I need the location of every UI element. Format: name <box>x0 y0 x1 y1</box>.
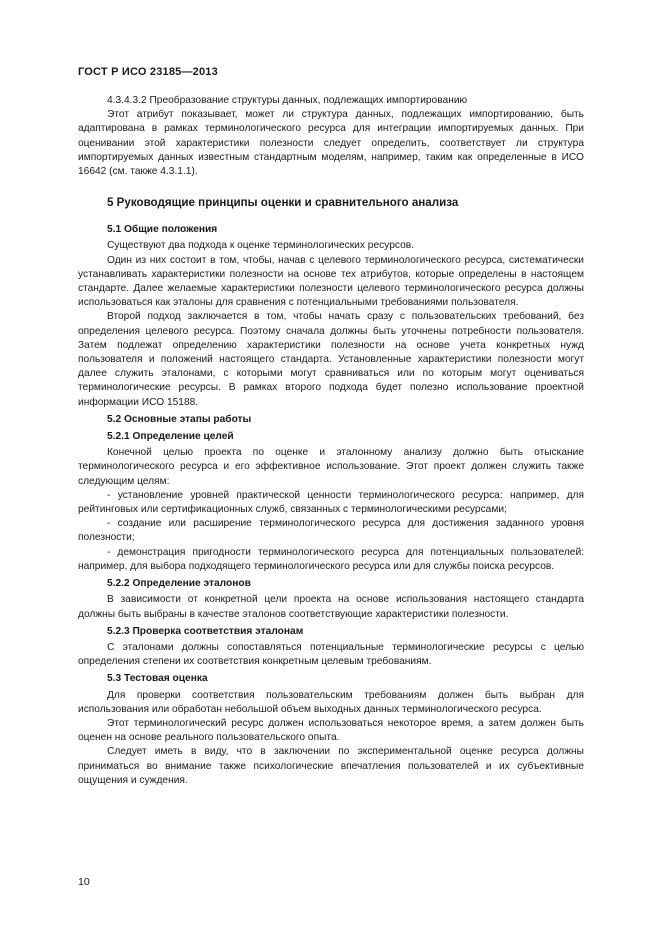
paragraph: Следует иметь в виду, что в заключении по экспериментальной оценке ресурса должны приниматься во внимание также психологические впечатления пользователей и их субъективные ощущения и суждения. <box>78 746 584 786</box>
heading-5-2-3: 5.2.3 Проверка соответствия эталонам <box>107 625 304 637</box>
clause-heading-4-3-4-3-2: 4.3.4.3.2 Преобразование структуры данных, подлежащих импортированию <box>107 95 468 106</box>
paragraph: С эталонами должны сопоставляться потенциальные терминологические ресурсы с целью определения степени их соответствия конкретным целевым требованиям. <box>78 641 584 668</box>
heading-5-2-1: 5.2.1 Определение целей <box>107 431 234 443</box>
page-number: 10 <box>78 876 90 888</box>
heading-5-3: 5.3 Тестовая оценка <box>107 673 208 685</box>
list-item: - демонстрация пригодности терминологического ресурса для потенциальных пользователей: например, для выбора подходящего терминологического ресурса или для службы поиска ресурсов. <box>78 546 584 572</box>
document-body <box>78 94 584 788</box>
section-5-title: 5 Руководящие принципы оценки и сравнительного анализа <box>107 196 459 210</box>
heading-5-2: 5.2 Основные этапы работы <box>107 413 252 425</box>
list-item: - установление уровней практической ценности терминологического ресурса: например, для рейтинговых или сертификационных служб, связанных с терминологическими ресурсами; <box>78 489 584 516</box>
paragraph: Для проверки соответствия пользовательским требованиям должен быть выбран для использования или обработан небольшой объем выходных данных терминологического ресурса. <box>78 689 584 715</box>
paragraph: Один из них состоит в том, чтобы, начав с целевого терминологического ресурса, систематически устанавливать характеристики полезности на основе тех атрибутов, которые определены в настоящем стандарте. Далее желаемые характеристики полезности целевого терминологического ресурса должны использоваться как эталоны для сравнения с потенциальными требованиями пользователя. <box>78 254 584 309</box>
paragraph: Второй подход заключается в том, чтобы начать сразу с пользовательских требований, без определения целевого ресурса. Поэтому сначала должны быть уточнены потребности пользователя. Затем подлежат определению характеристики полезности на основе учета конкретных нужд пользователя и положений настоящего стандарта. Установленные характеристики полезности могут далее служить эталонами, с которыми могут сравниваться или по которым могут оцениваться терминологические ресурсы. В рамках второго подхода будет полезно использование проектной информации ИСО 15188. <box>78 311 584 408</box>
paragraph: Этот терминологический ресурс должен использоваться некоторое время, а затем должен быть оценен на основе реального пользовательского опыта. <box>78 717 584 744</box>
paragraph: Существуют два подхода к оценке терминологических ресурсов. <box>107 240 414 252</box>
heading-5-2-2: 5.2.2 Определение эталонов <box>107 578 251 590</box>
heading-5-1: 5.1 Общие положения <box>107 224 218 236</box>
paragraph: Этот атрибут показывает, может ли структура данных, подлежащих импортированию, быть адаптирована в рамках терминологического ресурса для интеграции импортируемых данных. При оценивании этой характеристики полезности следует определить, соответствует ли структура импортируемых данных известным стандартным моделям, например, таким как определенные в ИСО 16642 (см. также 4.3.1.1). <box>78 109 584 178</box>
paragraph: В зависимости от конкретной цели проекта на основе использования настоящего стандарта должны быть выбраны в качестве эталонов соответствующие характеристики полезности. <box>78 594 584 620</box>
document-header: ГОСТ Р ИСО 23185—2013 <box>78 66 218 78</box>
list-item: - создание или расширение терминологического ресурса для достижения заданного уровня полезности; <box>78 518 584 544</box>
paragraph: Конечной целью проекта по оценке и эталонному анализу должно быть отыскание терминологического ресурса и его эффективное использование. Этот проект должен служить также следующим целям: <box>78 447 584 487</box>
